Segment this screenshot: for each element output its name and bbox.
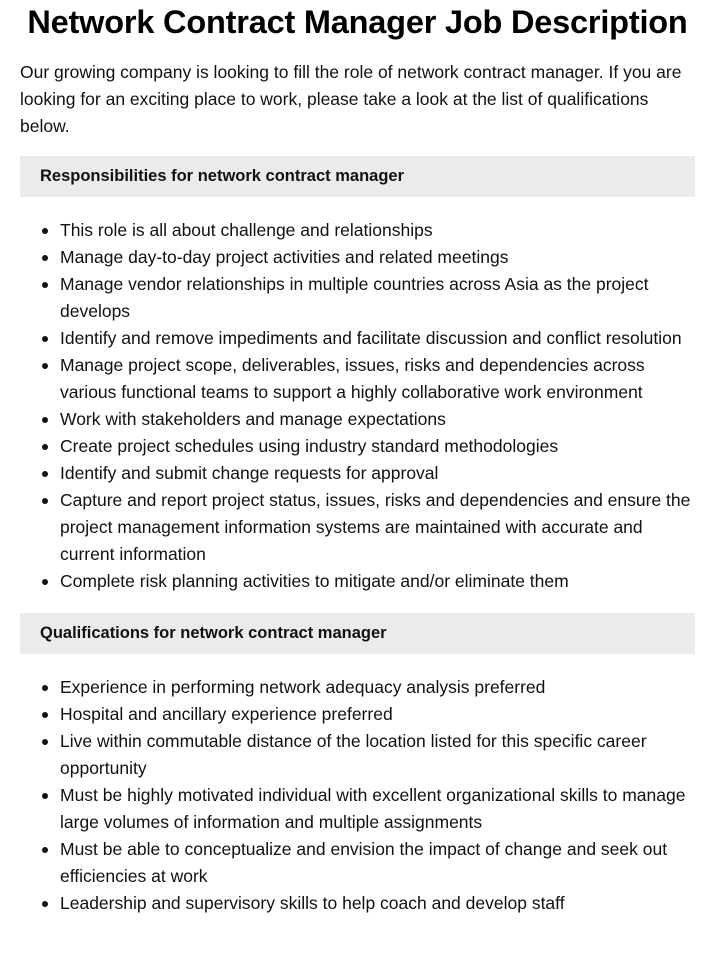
list-item	[60, 487, 695, 568]
bullet-icon	[42, 444, 48, 450]
bullet-icon	[42, 363, 48, 369]
list-item-text: Work with stakeholders and manage expectations	[60, 409, 446, 429]
list-item-text: Leadership and supervisory skills to help coach and develop staff	[60, 893, 565, 913]
list-item-text: Manage day-to-day project activities and related meetings	[60, 247, 509, 267]
bullet-icon	[42, 498, 48, 504]
bullet-icon	[42, 712, 48, 718]
list-item-text: Manage project scope, deliverables, issues, risks and dependencies across various functional teams to support a highly collaborative work environment	[60, 355, 645, 402]
list-item	[60, 271, 695, 325]
list-item-text: Identify and remove impediments and facilitate discussion and conflict resolution	[60, 328, 682, 348]
list-item-text: Create project schedules using industry standard methodologies	[60, 436, 559, 456]
bullet-icon	[42, 255, 48, 261]
bullet-icon	[42, 579, 48, 585]
page-title: Network Contract Manager Job Description	[27, 4, 688, 40]
list-item	[60, 217, 695, 244]
list-item	[60, 674, 695, 701]
list-item-text: Must be able to conceptualize and envision the impact of change and seek out efficiencies at work	[60, 839, 668, 886]
bullet-icon	[42, 793, 48, 799]
bullet-icon	[42, 901, 48, 907]
list-item-text: Experience in performing network adequacy analysis preferred	[60, 677, 546, 697]
bullet-icon	[42, 847, 48, 853]
list-item-text: Manage vendor relationships in multiple countries across Asia as the project develops	[60, 274, 649, 321]
responsibilities-list	[20, 217, 695, 595]
list-item	[60, 244, 695, 271]
bullet-icon	[42, 336, 48, 342]
qualifications-list	[20, 674, 695, 917]
list-item	[60, 836, 695, 890]
list-item-text: Live within commutable distance of the location listed for this specific career opportunity	[60, 731, 647, 778]
list-item-text: Hospital and ancillary experience preferred	[60, 704, 393, 724]
list-item-text: Capture and report project status, issues, risks and dependencies and ensure the project management information systems are maintained with accurate and current information	[60, 490, 691, 564]
intro-paragraph: Our growing company is looking to fill the role of network contract manager. If you are looking for an exciting place to work, please take a look at the list of qualifications below.	[20, 62, 682, 136]
list-item	[60, 568, 695, 595]
list-item	[60, 460, 695, 487]
list-item	[60, 433, 695, 460]
list-item-text: Must be highly motivated individual with excellent organizational skills to manage large volumes of information and multiple assignments	[60, 785, 686, 832]
list-item-text: Complete risk planning activities to mitigate and/or eliminate them	[60, 571, 569, 591]
bullet-icon	[42, 282, 48, 288]
list-item	[60, 325, 695, 352]
bullet-icon	[42, 228, 48, 234]
list-item	[60, 890, 695, 917]
bullet-icon	[42, 685, 48, 691]
list-item	[60, 352, 695, 406]
list-item	[60, 782, 695, 836]
qualifications-header: Qualifications for network contract manager	[20, 613, 695, 654]
bullet-icon	[42, 417, 48, 423]
bullet-icon	[42, 739, 48, 745]
list-item	[60, 728, 695, 782]
bullet-icon	[42, 471, 48, 477]
list-item	[60, 406, 695, 433]
list-item-text: Identify and submit change requests for approval	[60, 463, 439, 483]
list-item	[60, 701, 695, 728]
list-item-text: This role is all about challenge and relationships	[60, 220, 433, 240]
responsibilities-header: Responsibilities for network contract manager	[20, 156, 695, 197]
